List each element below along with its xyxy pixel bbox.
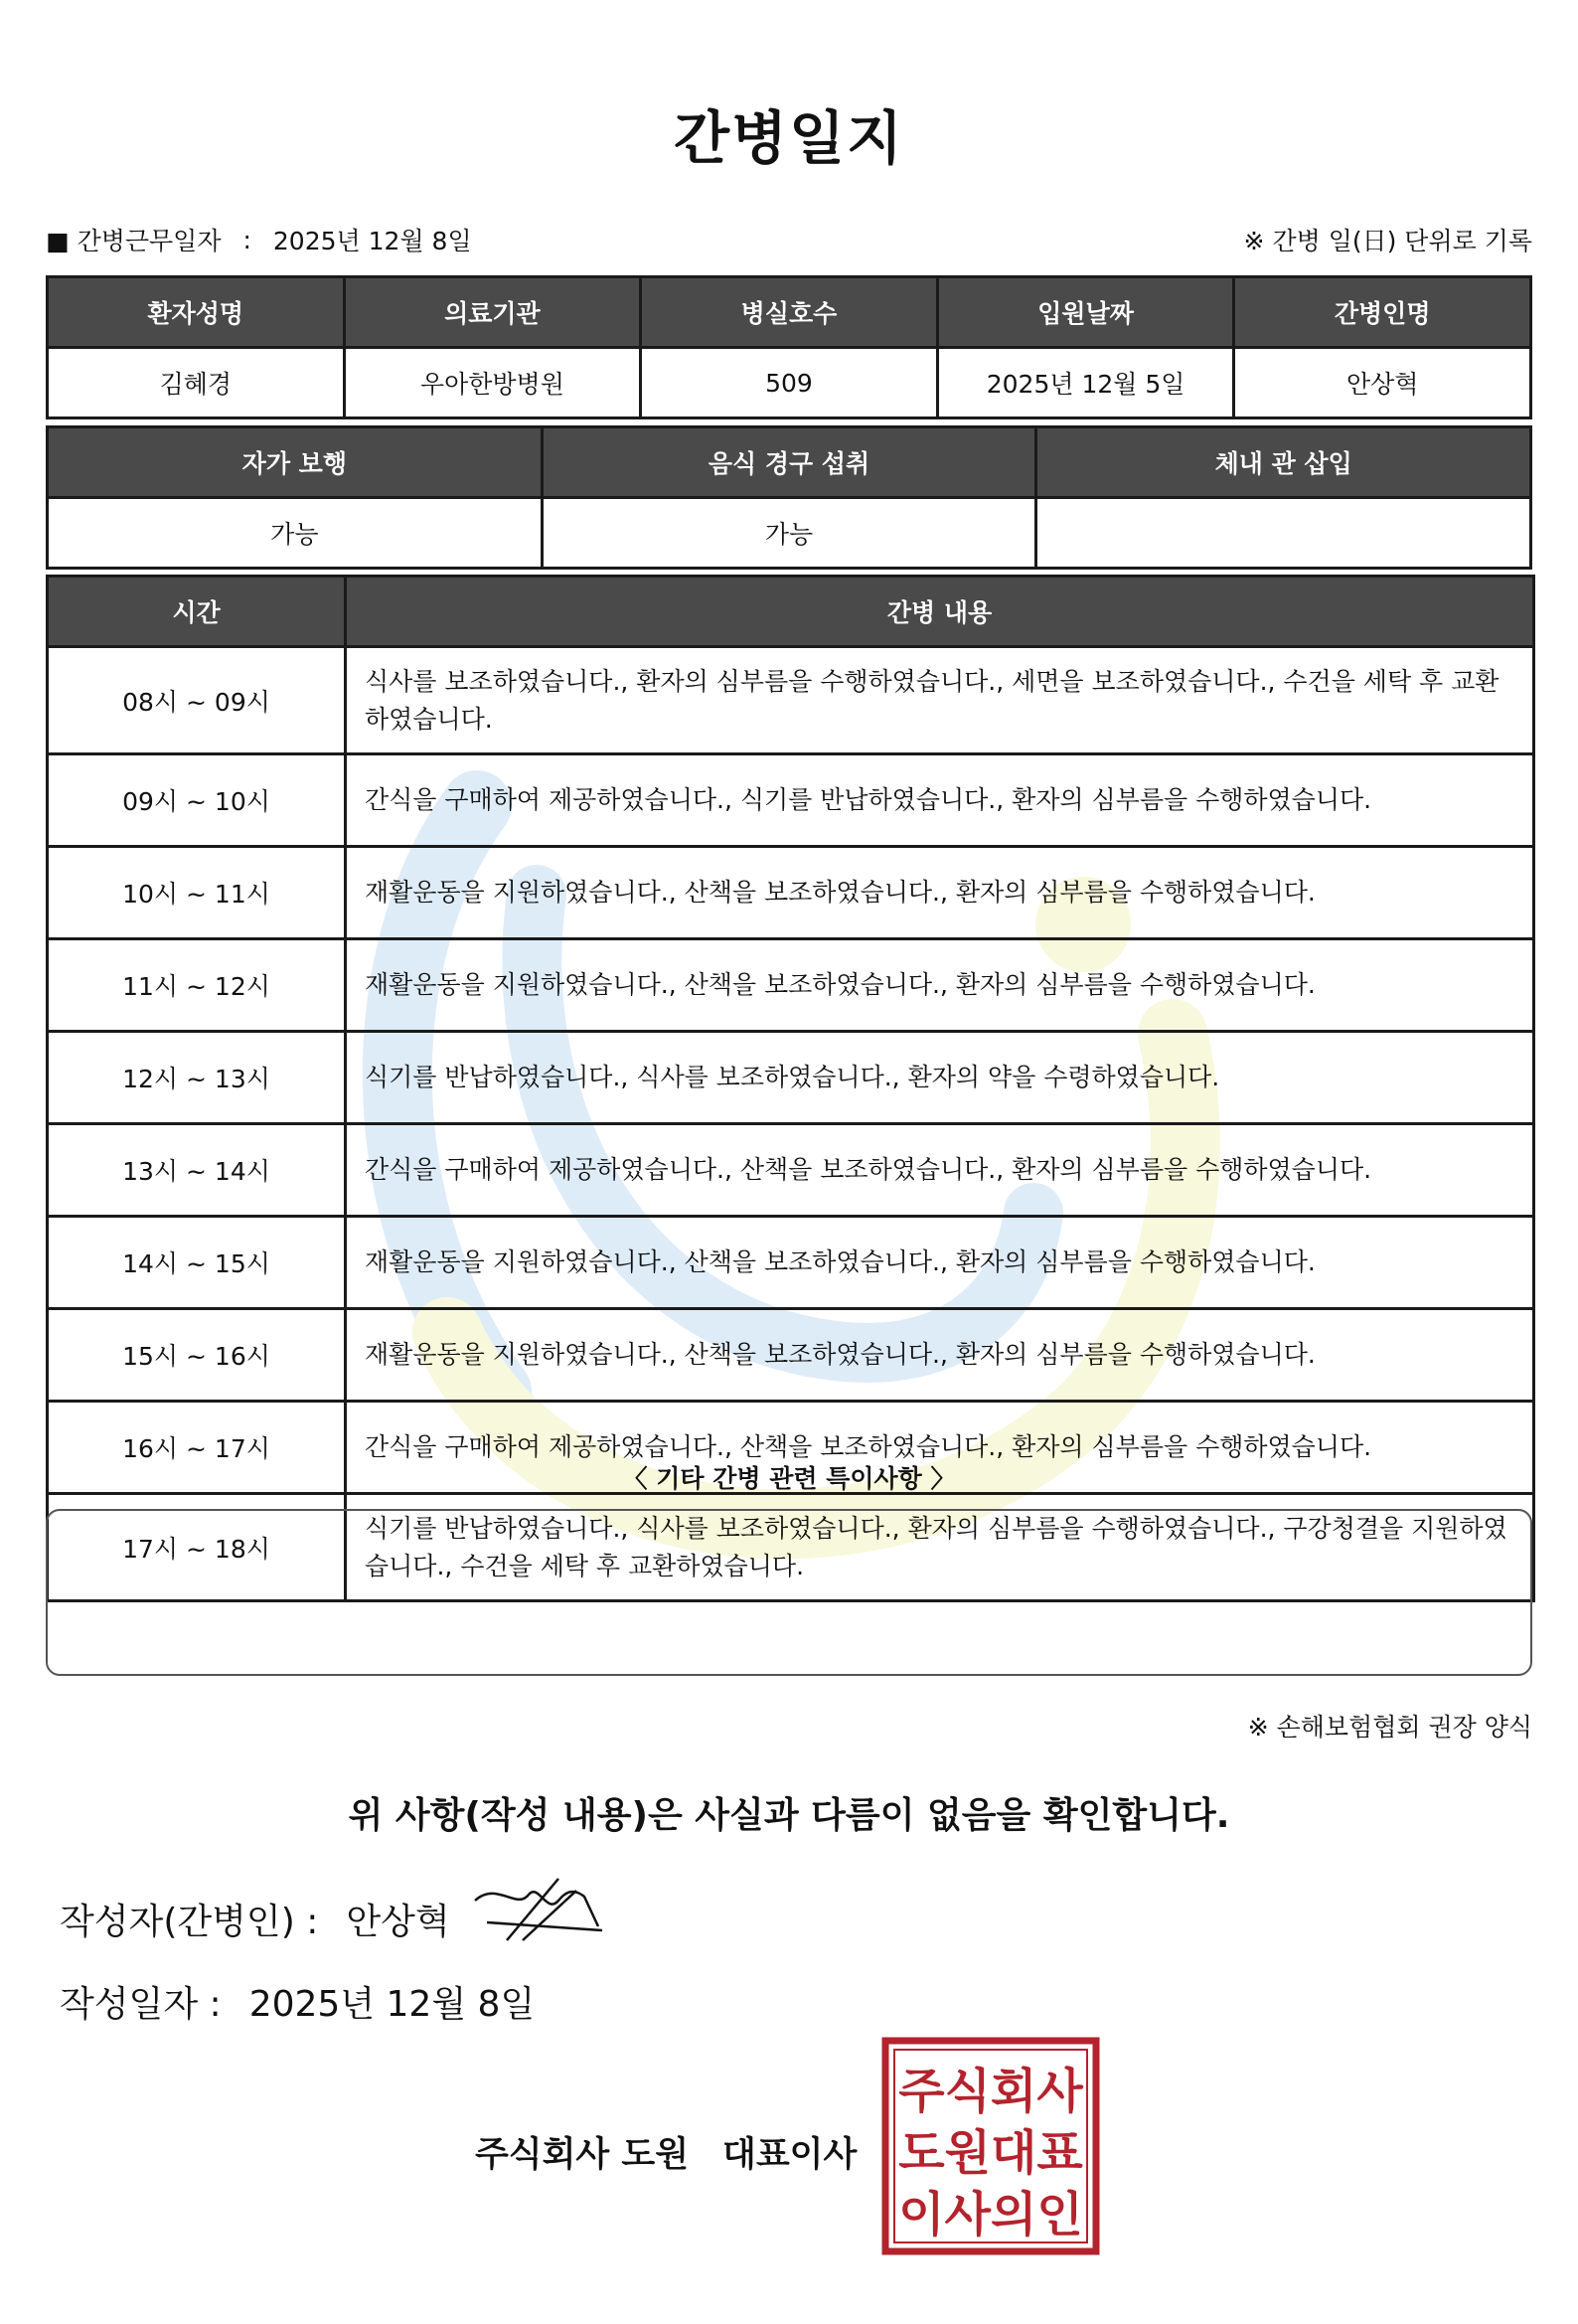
header-admission-date: 입원날짜	[937, 277, 1234, 348]
time-slot: 14시 ~ 15시	[48, 1217, 346, 1309]
signature-mark	[467, 1871, 606, 1950]
care-content: 재활운동을 지원하였습니다., 산책을 보조하였습니다., 환자의 심부름을 수행하였습니다.	[346, 1217, 1534, 1309]
table-row	[48, 1032, 1534, 1124]
company-seal-stamp	[880, 2036, 1101, 2256]
time-slot: 16시 ~ 17시	[48, 1402, 346, 1494]
self-walking-value: 가능	[48, 498, 543, 569]
header-caregiver-name: 간병인명	[1234, 277, 1531, 348]
patient-name: 김혜경	[48, 348, 345, 418]
time-slot: 11시 ~ 12시	[48, 939, 346, 1032]
table-row	[48, 1217, 1534, 1309]
patient-info-table	[46, 275, 1532, 419]
written-date-label: 작성일자 :	[60, 1984, 222, 2025]
table-row	[48, 754, 1534, 847]
room-number: 509	[641, 348, 938, 418]
time-slot: 08시 ~ 09시	[48, 647, 346, 754]
time-slot: 12시 ~ 13시	[48, 1032, 346, 1124]
daily-record-note: ※ 간병 일(日) 단위로 기록	[1243, 227, 1532, 255]
care-content: 식기를 반납하였습니다., 식사를 보조하였습니다., 환자의 심부름을 수행하였습니다., 구강청결을 지원하였습니다., 수건을 세탁 후 교환하였습니다.	[346, 1494, 1534, 1601]
time-slot: 09시 ~ 10시	[48, 754, 346, 847]
table-row	[48, 939, 1534, 1032]
care-schedule-table	[46, 575, 1535, 1602]
confirmation-statement: 위 사항(작성 내용)은 사실과 다름이 없음을 확인합니다.	[348, 1795, 1230, 1836]
work-date-value: 2025년 12월 8일	[272, 227, 472, 255]
work-date-colon: :	[242, 225, 251, 254]
patient-status-table	[46, 425, 1532, 570]
header-oral-intake: 음식 경구 섭취	[542, 427, 1036, 498]
header-patient-name: 환자성명	[48, 277, 345, 348]
care-content: 간식을 구매하여 제공하였습니다., 산책을 보조하였습니다., 환자의 심부름을 수행하였습니다.	[346, 1124, 1534, 1217]
table-row	[48, 1309, 1534, 1402]
company-name: 주식회사 도원	[475, 2135, 690, 2175]
recommended-form-note: ※ 손해보험협회 권장 양식	[1247, 1713, 1532, 1742]
time-slot: 10시 ~ 11시	[48, 847, 346, 939]
oral-intake-value: 가능	[542, 498, 1036, 569]
written-date-row	[60, 1976, 535, 2027]
header-care-content: 간병 내용	[346, 577, 1534, 647]
header-room-number: 병실호수	[641, 277, 938, 348]
care-content: 식기를 반납하였습니다., 식사를 보조하였습니다., 환자의 약을 수령하였습니다.	[346, 1032, 1534, 1124]
table-row	[48, 647, 1534, 754]
svg-text:주식회사: 주식회사	[898, 2064, 1083, 2119]
care-content: 식사를 보조하였습니다., 환자의 심부름을 수행하였습니다., 세면을 보조하였습니다., 수건을 세탁 후 교환하였습니다.	[346, 647, 1534, 754]
table-row	[48, 1124, 1534, 1217]
written-date-value: 2025년 12월 8일	[248, 1984, 536, 2025]
work-date-label: ■ 간병근무일자	[46, 227, 222, 255]
svg-text:이사의인: 이사의인	[898, 2187, 1083, 2242]
header-hospital: 의료기관	[344, 277, 641, 348]
care-content: 간식을 구매하여 제공하였습니다., 산책을 보조하였습니다., 환자의 심부름을 수행하였습니다.	[346, 1402, 1534, 1494]
care-content: 재활운동을 지원하였습니다., 산책을 보조하였습니다., 환자의 심부름을 수행하였습니다.	[346, 847, 1534, 939]
company-block	[475, 2127, 857, 2177]
care-content: 재활운동을 지원하였습니다., 산책을 보조하였습니다., 환자의 심부름을 수행하였습니다.	[346, 939, 1534, 1032]
special-notes-title: 〈 기타 간병 관련 특이사항 〉	[622, 1464, 956, 1493]
care-content: 간식을 구매하여 제공하였습니다., 식기를 반납하였습니다., 환자의 심부름을 수행하였습니다.	[346, 754, 1534, 847]
special-notes-box	[46, 1509, 1532, 1676]
svg-text:도원대표: 도원대표	[898, 2125, 1083, 2181]
writer-label: 작성자(간병인) :	[60, 1902, 319, 1942]
company-representative: 대표이사	[722, 2135, 858, 2175]
header-time: 시간	[48, 577, 346, 647]
page-title: 간병일지	[673, 104, 905, 172]
header-self-walking: 자가 보행	[48, 427, 543, 498]
writer-row	[60, 1894, 450, 1944]
time-slot: 13시 ~ 14시	[48, 1124, 346, 1217]
care-content: 재활운동을 지원하였습니다., 산책을 보조하였습니다., 환자의 심부름을 수행하였습니다.	[346, 1309, 1534, 1402]
table-row	[48, 847, 1534, 939]
header-tube-insertion: 체내 관 삽입	[1036, 427, 1531, 498]
hospital-name: 우아한방병원	[344, 348, 641, 418]
time-slot: 15시 ~ 16시	[48, 1309, 346, 1402]
caregiver-name: 안상혁	[1234, 348, 1531, 418]
time-slot: 17시 ~ 18시	[48, 1494, 346, 1601]
admission-date: 2025년 12월 5일	[937, 348, 1234, 418]
work-date-row	[46, 223, 1532, 256]
tube-insertion-value	[1036, 498, 1531, 569]
writer-name: 안상혁	[346, 1902, 450, 1942]
